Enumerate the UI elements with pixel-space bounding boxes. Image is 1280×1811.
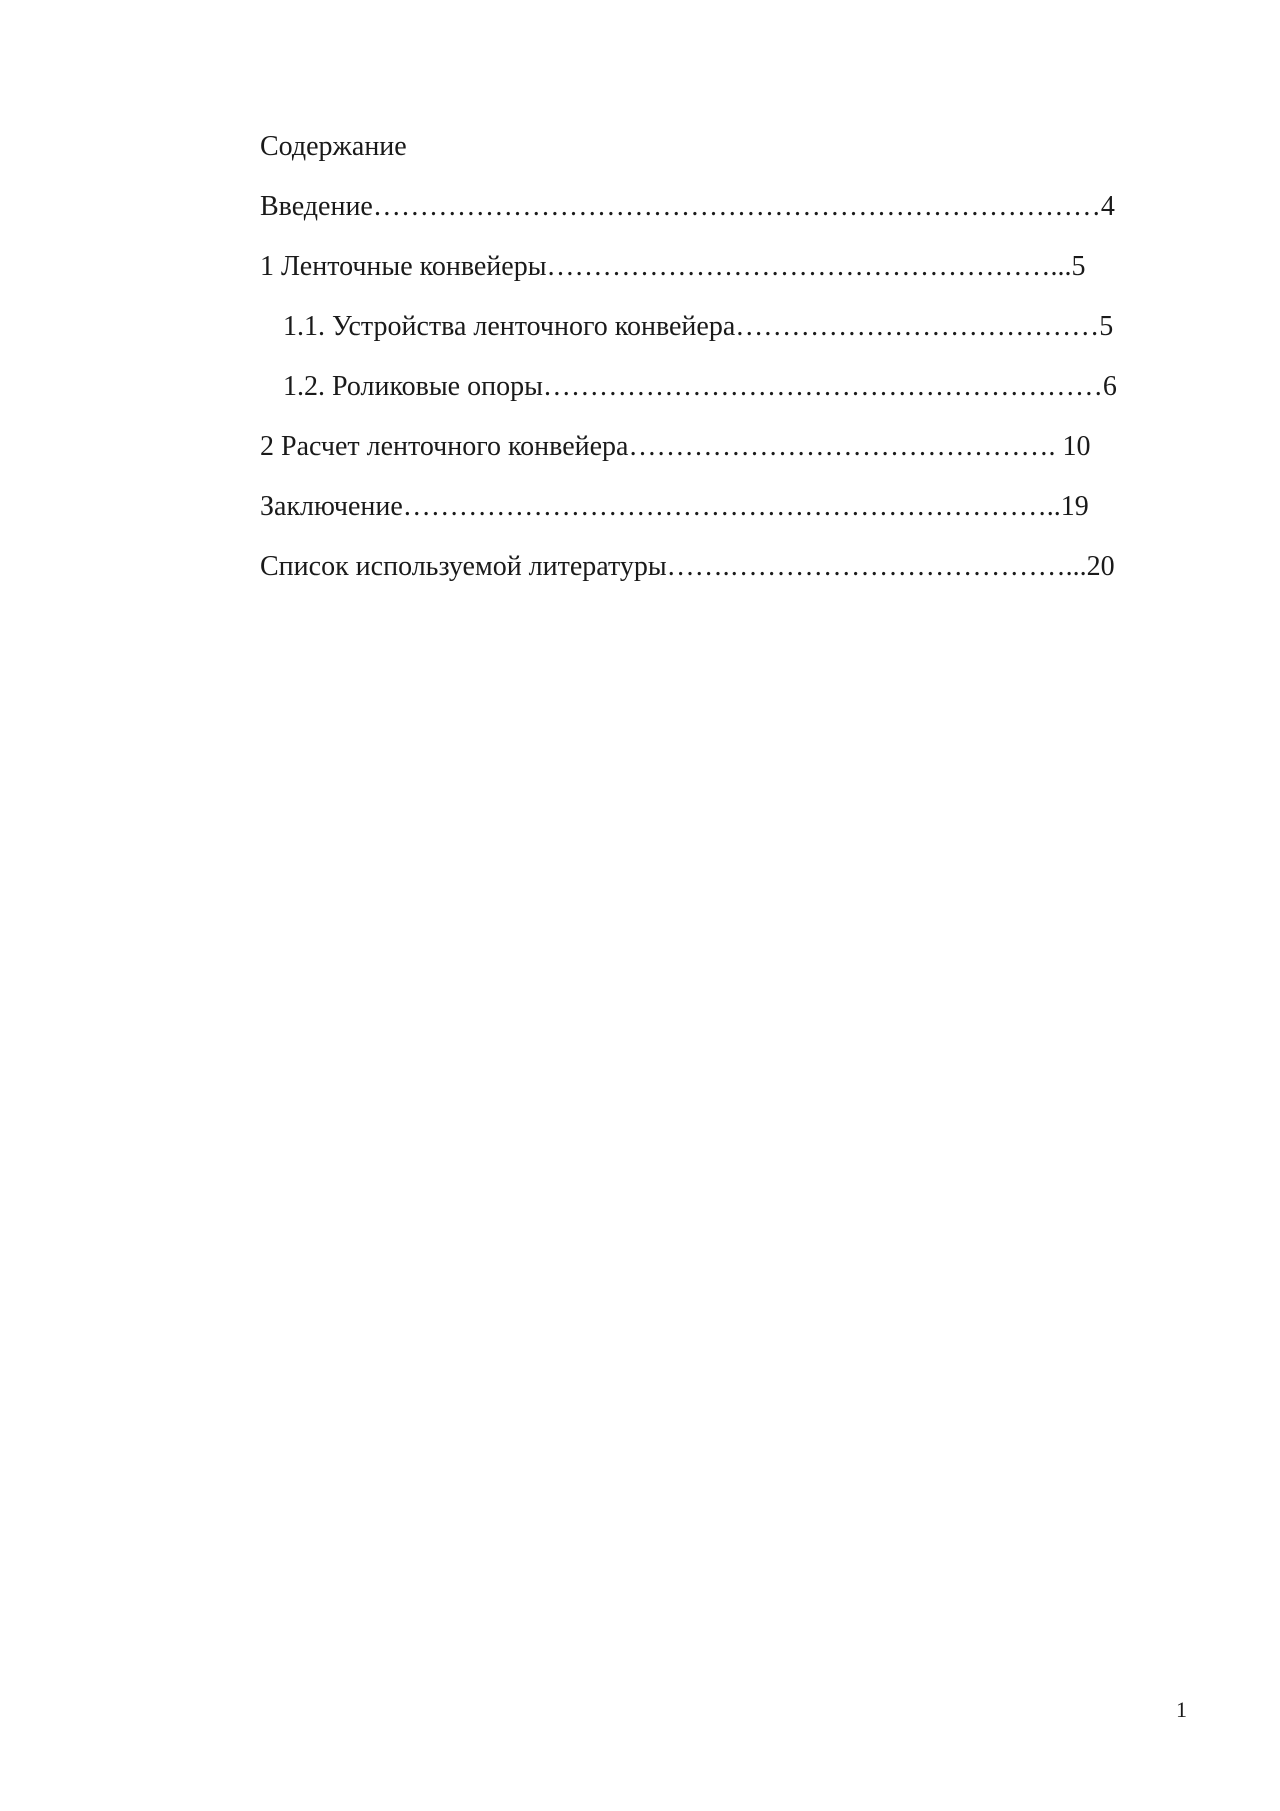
table-of-contents (260, 117, 1184, 597)
toc-entry-belt-conveyors: 1 Ленточные конвейеры………………………………………………...5 (260, 251, 1086, 282)
toc-entry-references: Список используемой литературы…….………………………………...20 (260, 551, 1115, 582)
toc-entry-conveyor-calculation: 2 Расчет ленточного конвейера………………………………………. 10 (260, 431, 1091, 462)
toc-heading: Содержание (260, 131, 407, 162)
toc-entry-introduction: Введение……………………………………………………………………4 (260, 191, 1115, 222)
toc-entry-roller-supports: 1.2. Роликовые опоры……………………………………………………6 (283, 371, 1117, 402)
toc-entry-conclusion: Заключение……………………………………………………………..19 (260, 491, 1089, 522)
toc-entry-conveyor-devices: 1.1. Устройства ленточного конвейера…………………………………5 (283, 311, 1114, 342)
page-number: 1 (1176, 1697, 1187, 1722)
